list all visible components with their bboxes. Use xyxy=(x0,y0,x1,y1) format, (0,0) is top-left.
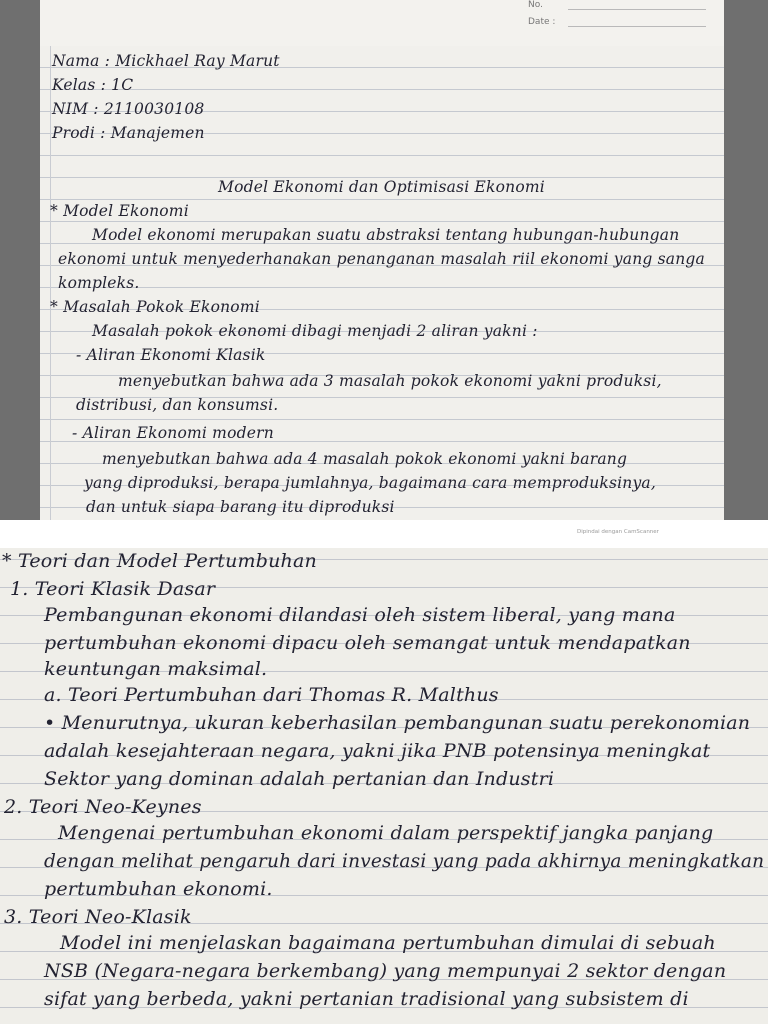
note-subheading: a. Teori Pertumbuhan dari Thomas R. Malthus xyxy=(44,684,499,706)
note-line: keuntungan maksimal. xyxy=(44,658,268,680)
margin-rule xyxy=(50,46,51,520)
note-line: Model ekonomi merupakan suatu abstraksi tentang hubungan-hubungan xyxy=(92,226,680,244)
note-subheading: - Aliran Ekonomi Klasik xyxy=(76,346,266,364)
note-line: menyebutkan bahwa ada 4 masalah pokok ekonomi yakni barang xyxy=(102,450,628,468)
note-line: Model ini menjelaskan bagaimana pertumbuhan dimulai di sebuah xyxy=(60,932,716,954)
note-subheading: 2. Teori Neo-Keynes xyxy=(4,796,202,818)
note-line: distribusi, dan konsumsi. xyxy=(76,396,279,414)
scanner-watermark: Dipindai dengan CamScanner xyxy=(577,529,659,535)
note-line: Kelas : 1C xyxy=(52,76,134,94)
note-heading: * Masalah Pokok Ekonomi xyxy=(50,298,260,316)
note-subheading: 3. Teori Neo-Klasik xyxy=(4,906,192,928)
date-label: Date : xyxy=(528,17,556,27)
note-line: Sektor yang dominan adalah pertanian dan Industri xyxy=(44,768,555,790)
note-heading: * Model Ekonomi xyxy=(50,202,189,220)
note-line: yang diproduksi, berapa jumlahnya, bagaimana cara memproduksinya, xyxy=(84,474,656,492)
note-line: kompleks. xyxy=(58,274,140,292)
note-line: Prodi : Manajemen xyxy=(52,124,205,142)
notebook-page-2 xyxy=(0,548,768,1024)
note-line: pertumbuhan ekonomi. xyxy=(44,878,273,900)
note-line: sifat yang berbeda, yakni pertanian tradisional yang subsistem di xyxy=(44,988,689,1010)
note-subheading: 1. Teori Klasik Dasar xyxy=(10,578,216,600)
note-heading: * Teori dan Model Pertumbuhan xyxy=(2,550,317,572)
no-line xyxy=(568,9,706,10)
note-line: Nama : Mickhael Ray Marut xyxy=(52,52,280,70)
notebook-page-1 xyxy=(40,0,724,520)
note-line: menyebutkan bahwa ada 3 masalah pokok ekonomi yakni produksi, xyxy=(118,372,662,390)
note-line: Masalah pokok ekonomi dibagi menjadi 2 aliran yakni : xyxy=(92,322,538,340)
note-line: dengan melihat pengaruh dari investasi yang pada akhirnya meningkatkan xyxy=(44,850,765,872)
note-line: Mengenai pertumbuhan ekonomi dalam perspektif jangka panjang xyxy=(58,822,714,844)
page-header-band xyxy=(40,0,724,46)
no-label: No. xyxy=(528,0,543,10)
note-line: adalah kesejahteraan negara, yakni jika PNB potensinya meningkat xyxy=(44,740,711,762)
note-line: ekonomi untuk menyederhanakan penanganan masalah riil ekonomi yang sanga xyxy=(58,250,705,268)
note-line: dan untuk siapa barang itu diproduksi xyxy=(86,498,395,516)
note-line: Pembangunan ekonomi dilandasi oleh sistem liberal, yang mana xyxy=(44,604,676,626)
section-title: Model Ekonomi dan Optimisasi Ekonomi xyxy=(218,178,545,196)
note-line: • Menurutnya, ukuran keberhasilan pembangunan suatu perekonomian xyxy=(44,712,751,734)
note-line: NIM : 2110030108 xyxy=(52,100,205,118)
note-line: NSB (Negara-negara berkembang) yang mempunyai 2 sektor dengan xyxy=(44,960,727,982)
note-subheading: - Aliran Ekonomi modern xyxy=(72,424,274,442)
note-line: pertumbuhan ekonomi dipacu oleh semangat untuk mendapatkan xyxy=(44,632,691,654)
date-line xyxy=(568,26,706,27)
